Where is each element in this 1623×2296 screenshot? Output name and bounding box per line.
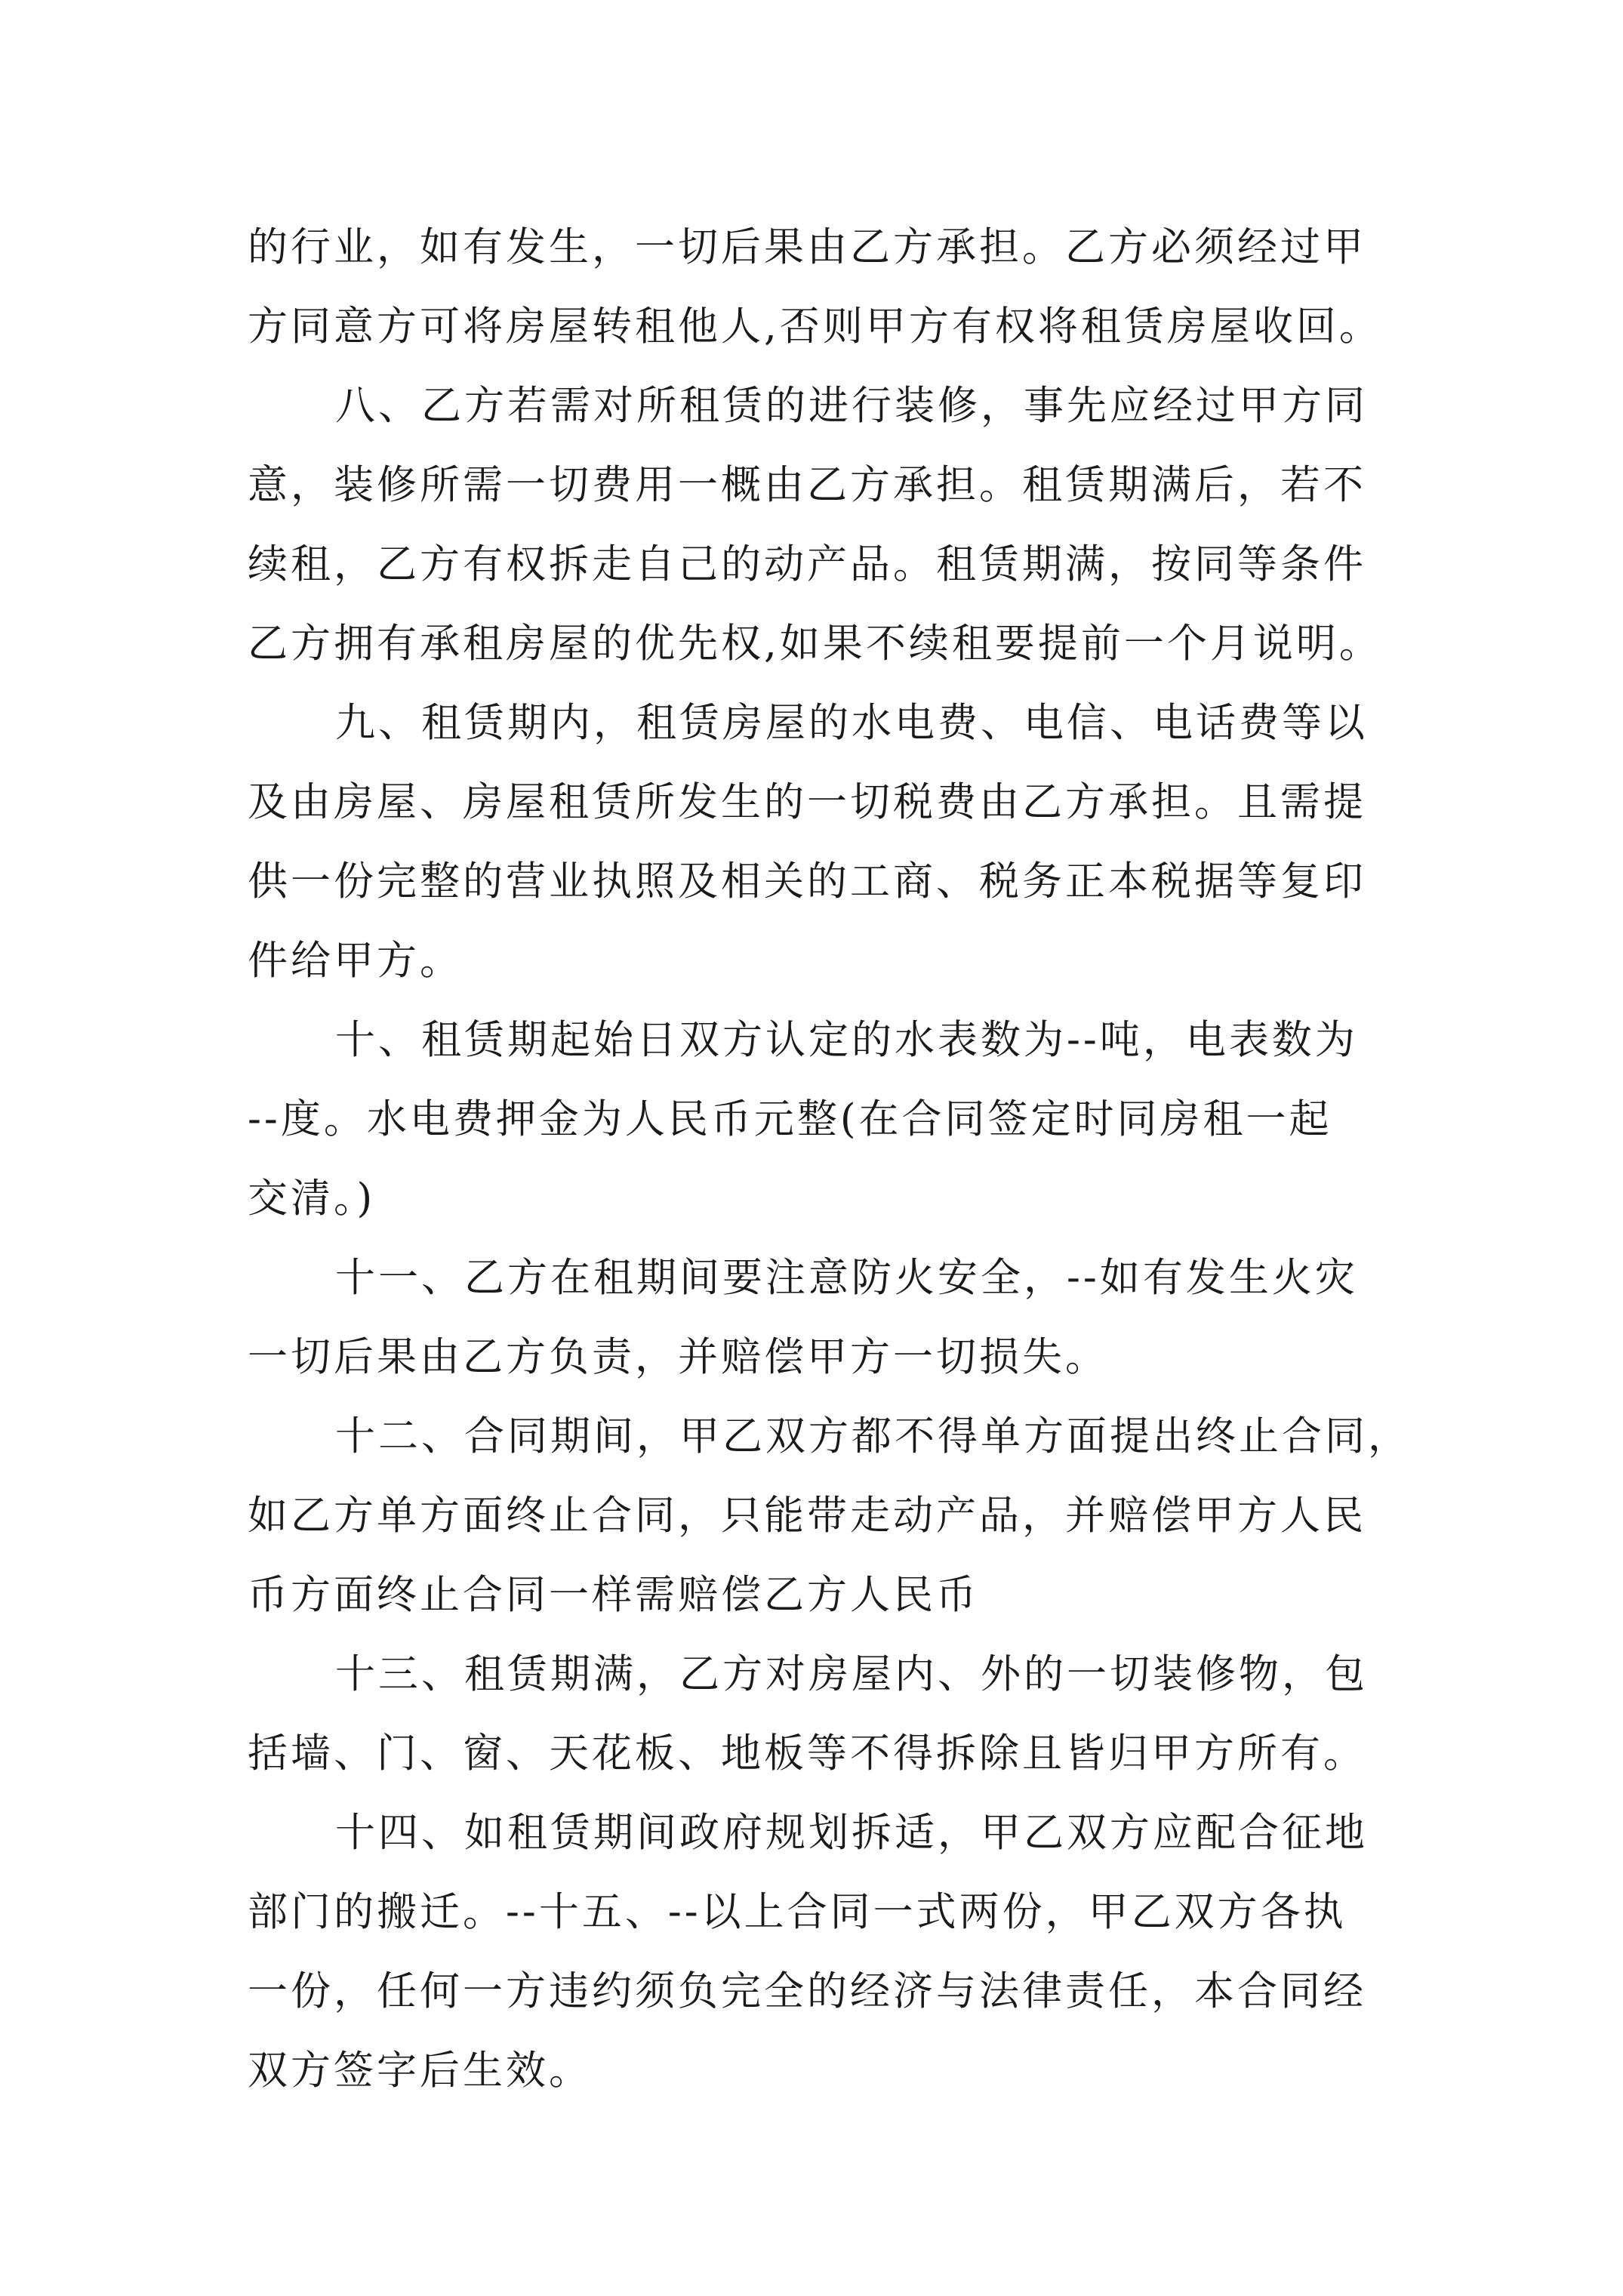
clause-13-start: 十三、租赁期满，乙方对房屋内、外的一切装修物，包 <box>335 1651 1368 1697</box>
text-line: 双方签字后生效。 <box>248 2048 592 2094</box>
text-line: --度。水电费押金为人民币元整(在合同签定时同房租一起 <box>248 1096 1332 1142</box>
text-line: 方同意方可将房屋转租他人,否则甲方有权将租赁房屋收回。 <box>248 304 1382 350</box>
contract-body <box>248 208 1411 2110</box>
clause-8-start: 八、乙方若需对所租赁的进行装修，事先应经过甲方同 <box>335 383 1368 429</box>
text-line: 一份，任何一方违约须负完全的经济与法律责任，本合同经 <box>248 1968 1366 2014</box>
text-line: 部门的搬迁。--十五、--以上合同一式两份，甲乙双方各执 <box>248 1889 1347 1935</box>
text-line: 续租，乙方有权拆走自己的动产品。租赁期满，按同等条件 <box>248 541 1366 587</box>
clause-11-start: 十一、乙方在租期间要注意防火安全，--如有发生火灾 <box>335 1255 1358 1301</box>
clause-9-start: 九、租赁期内，租赁房屋的水电费、电信、电话费等以 <box>335 700 1368 746</box>
text-line: 意，装修所需一切费用一概由乙方承担。租赁期满后，若不 <box>248 462 1366 508</box>
text-line: 供一份完整的营业执照及相关的工商、税务正本税据等复印 <box>248 858 1366 905</box>
text-line: 一切后果由乙方负责，并赔偿甲方一切损失。 <box>248 1334 1108 1380</box>
text-line: 如乙方单方面终止合同，只能带走动产品，并赔偿甲方人民 <box>248 1493 1366 1539</box>
clause-14-start: 十四、如租赁期间政府规划拆适，甲乙双方应配合征地 <box>335 1810 1368 1856</box>
clause-10-start: 十、租赁期起始日双方认定的水表数为--吨，电表数为 <box>335 1017 1358 1063</box>
text-line: 的行业，如有发生，一切后果由乙方承担。乙方必须经过甲 <box>248 224 1366 270</box>
text-line: 括墙、门、窗、天花板、地板等不得拆除且皆归甲方所有。 <box>248 1730 1366 1777</box>
text-line: 交清。) <box>248 1176 376 1222</box>
clause-12-start: 十二、合同期间，甲乙双方都不得单方面提出终止合同， <box>335 1413 1411 1459</box>
text-line: 及由房屋、房屋租赁所发生的一切税费由乙方承担。且需提 <box>248 779 1366 825</box>
text-line: 件给甲方。 <box>248 938 463 984</box>
text-line: 乙方拥有承租房屋的优先权,如果不续租要提前一个月说明。 <box>248 621 1382 667</box>
text-line: 币方面终止合同一样需赔偿乙方人民币 <box>248 1572 979 1618</box>
